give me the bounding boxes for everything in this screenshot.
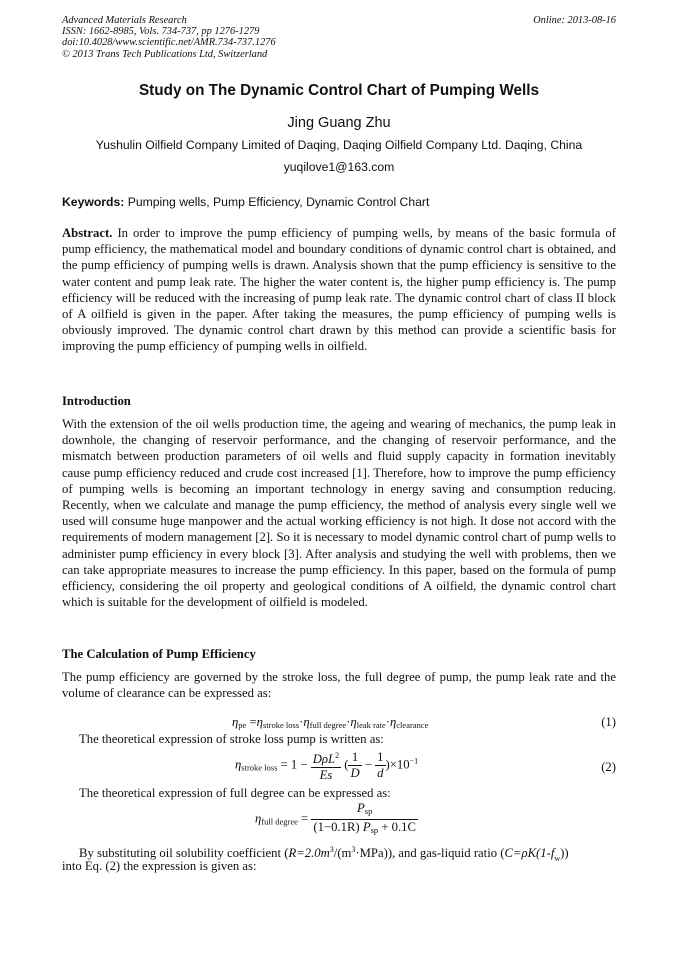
eq2-lhs-sub: stroke loss bbox=[241, 762, 278, 773]
eq3-den-c: + 0.1C bbox=[381, 820, 416, 834]
eq1-term3-sub: leak rate bbox=[356, 720, 386, 730]
paper-title: Study on The Dynamic Control Chart of Pumping Wells bbox=[138, 82, 539, 99]
equation-3: $\eta_{full degree}$ = $\frac{P_{sp}}{(1-0.1R) P_{sp} + 0.1C}$ bbox=[255, 801, 418, 838]
introduction-heading: Introduction bbox=[62, 394, 131, 408]
journal-doi: doi:10.4028/www.scientific.net/AMR.734-737.1276 bbox=[62, 37, 276, 49]
journal-header bbox=[62, 15, 616, 60]
eq3-den-p: P bbox=[362, 820, 371, 834]
journal-copyright: © 2013 Trans Tech Publications Ltd, Switzerland bbox=[62, 48, 268, 60]
abstract bbox=[62, 225, 616, 355]
equation-2-number: (2) bbox=[601, 760, 616, 774]
author-email: yuqilove1@163.com bbox=[283, 160, 395, 174]
paper-author: Jing Guang Zhu bbox=[287, 115, 391, 131]
equation-1: $\eta_{pe} =\eta_{stroke loss}\cdot\eta_{full degree}\cdot\eta_{leak rate}\cdot\eta_{clearance}$ bbox=[232, 715, 429, 730]
introduction-text: With the extension of the oil wells production time, the ageing and wearing of mechanics, the pump leak in downhole, the changing of reservoir performance, and the changing of reservoir performance, and the mismatch between production parameters of oil wells and fluid supply capacity in formation inevitably cause pump efficiency reduced and crude cost increased [1]. Therefore, how to improve the pump efficiency of pumping wells is becoming an important technology in energy saving and consumption reducing. Recently, when we calculate and manage the pump efficiency, the method of analysis every single well we used will consume huge manpower and the actual working efficiency is not high. It dose not accord with the requirements of modern management [2]. So it is necessary to model dynamic control chart of pump wells to administer pump efficiency in every block [3]. After analysis and studying the well with problems, then we can take appropriate measures to increase the pump efficiency. In this paper, based on the formula of pump efficiency, considering the oil property and geological conditions of A oilfield, the dynamic control chart which is suitable for the development of oilfield is modeled. bbox=[62, 417, 616, 610]
abstract-label: Abstract. bbox=[62, 226, 113, 240]
eq3-num-sub: sp bbox=[364, 806, 373, 816]
eq2-fraction: $\frac{D\rho L^2}{Es}$ bbox=[311, 748, 341, 783]
equation-1-number: (1) bbox=[601, 715, 616, 729]
substitution-text: By substituting oil solubility coefficient $(R=2.0m^3/(m^3\cdot MPa))$, and gas-liquid ratio $(C=\rho K(1-f_w))$ bbox=[79, 845, 569, 863]
subst-r: R=2.0m bbox=[288, 846, 330, 861]
eq2-fraction-1-over-D: $\frac{1}{D}$ bbox=[350, 750, 360, 781]
eq1-term1-sub: stroke loss bbox=[262, 720, 300, 730]
subst-end: )) bbox=[560, 846, 569, 861]
journal-name: Advanced Materials Research bbox=[62, 15, 187, 26]
keywords-label: Keywords: bbox=[62, 195, 125, 209]
equation-2: $\eta_{stroke loss} = 1$ − $\frac{D\rho L^2}{Es}$ ( $\frac{1}{D}$ − $\frac{1}{d}$ )$\times 10^{-1}$ bbox=[235, 748, 418, 783]
eq3-den-sub: sp bbox=[370, 825, 379, 835]
calculation-heading: The Calculation of Pump Efficiency bbox=[62, 647, 256, 661]
eq1-term4-sub: clearance bbox=[396, 720, 429, 730]
calculation-intro-text: The pump efficiency are governed by the stroke loss, the full degree of pump, the pump leak rate and the volume of clearance can be expressed as: bbox=[62, 670, 616, 701]
substitution-text-2: into Eq. (2) the expression is given as: bbox=[62, 859, 257, 873]
online-date: Online: 2013-08-16 bbox=[533, 15, 616, 26]
eq3-num-p: P bbox=[357, 801, 365, 815]
abstract-text: In order to improve the pump efficiency of pumping wells, by means of the basic formula of pump efficiency, the mathematical model and boundary conditions of dynamic control chart is obtained, and the pump efficiency of pumping wells is drawn. Analysis shown that the pump efficiency is sensitive to the water content and pump leak rate. The higher the water content is, the higher pump efficiency is. The pump efficiency will be reduced with the increasing of pump leak rate. The dynamic control chart of class II block of A oilfield is given in the paper. After taking the measures, the pump efficiency of pumping wells is obviously improved. The dynamic control chart drawn by this method can provide a scientific basis for improving the pump efficiency of pumping wells in oilfield. bbox=[62, 226, 617, 354]
eq2-fraction-1-over-d: $\frac{1}{d}$ bbox=[377, 750, 384, 781]
eq1-term2-sub: full degree bbox=[309, 720, 347, 730]
stroke-loss-text: The theoretical expression of stroke loss pump is written as: bbox=[79, 732, 384, 746]
subst-part-1: By substituting oil solubility coefficient ( bbox=[79, 846, 289, 861]
eq3-lhs-sub: full degree bbox=[261, 816, 298, 827]
journal-issn: ISSN: 1662-8985, Vols. 734-737, pp 1276-1279 bbox=[62, 26, 260, 38]
eq3-den-factor: (1−0.1R) bbox=[313, 820, 360, 834]
eq3-fraction bbox=[311, 801, 418, 838]
subst-mid: /(m bbox=[333, 846, 352, 861]
keywords-text: Pumping wells, Pump Efficiency, Dynamic Control Chart bbox=[127, 195, 430, 209]
keywords bbox=[62, 195, 616, 209]
eq1-lhs-sub: pe bbox=[238, 720, 247, 730]
full-degree-text: The theoretical expression of full degree can be expressed as: bbox=[79, 786, 391, 800]
author-affiliation: Yushulin Oilfield Company Limited of Daqing, Daqing Oilfield Company Ltd. Daqing, China bbox=[95, 138, 583, 152]
subst-w: w bbox=[554, 853, 561, 863]
subst-unit: ·MPa)), and gas-liquid ratio ( bbox=[355, 846, 505, 861]
subst-c: C=ρK(1-f bbox=[504, 846, 555, 861]
